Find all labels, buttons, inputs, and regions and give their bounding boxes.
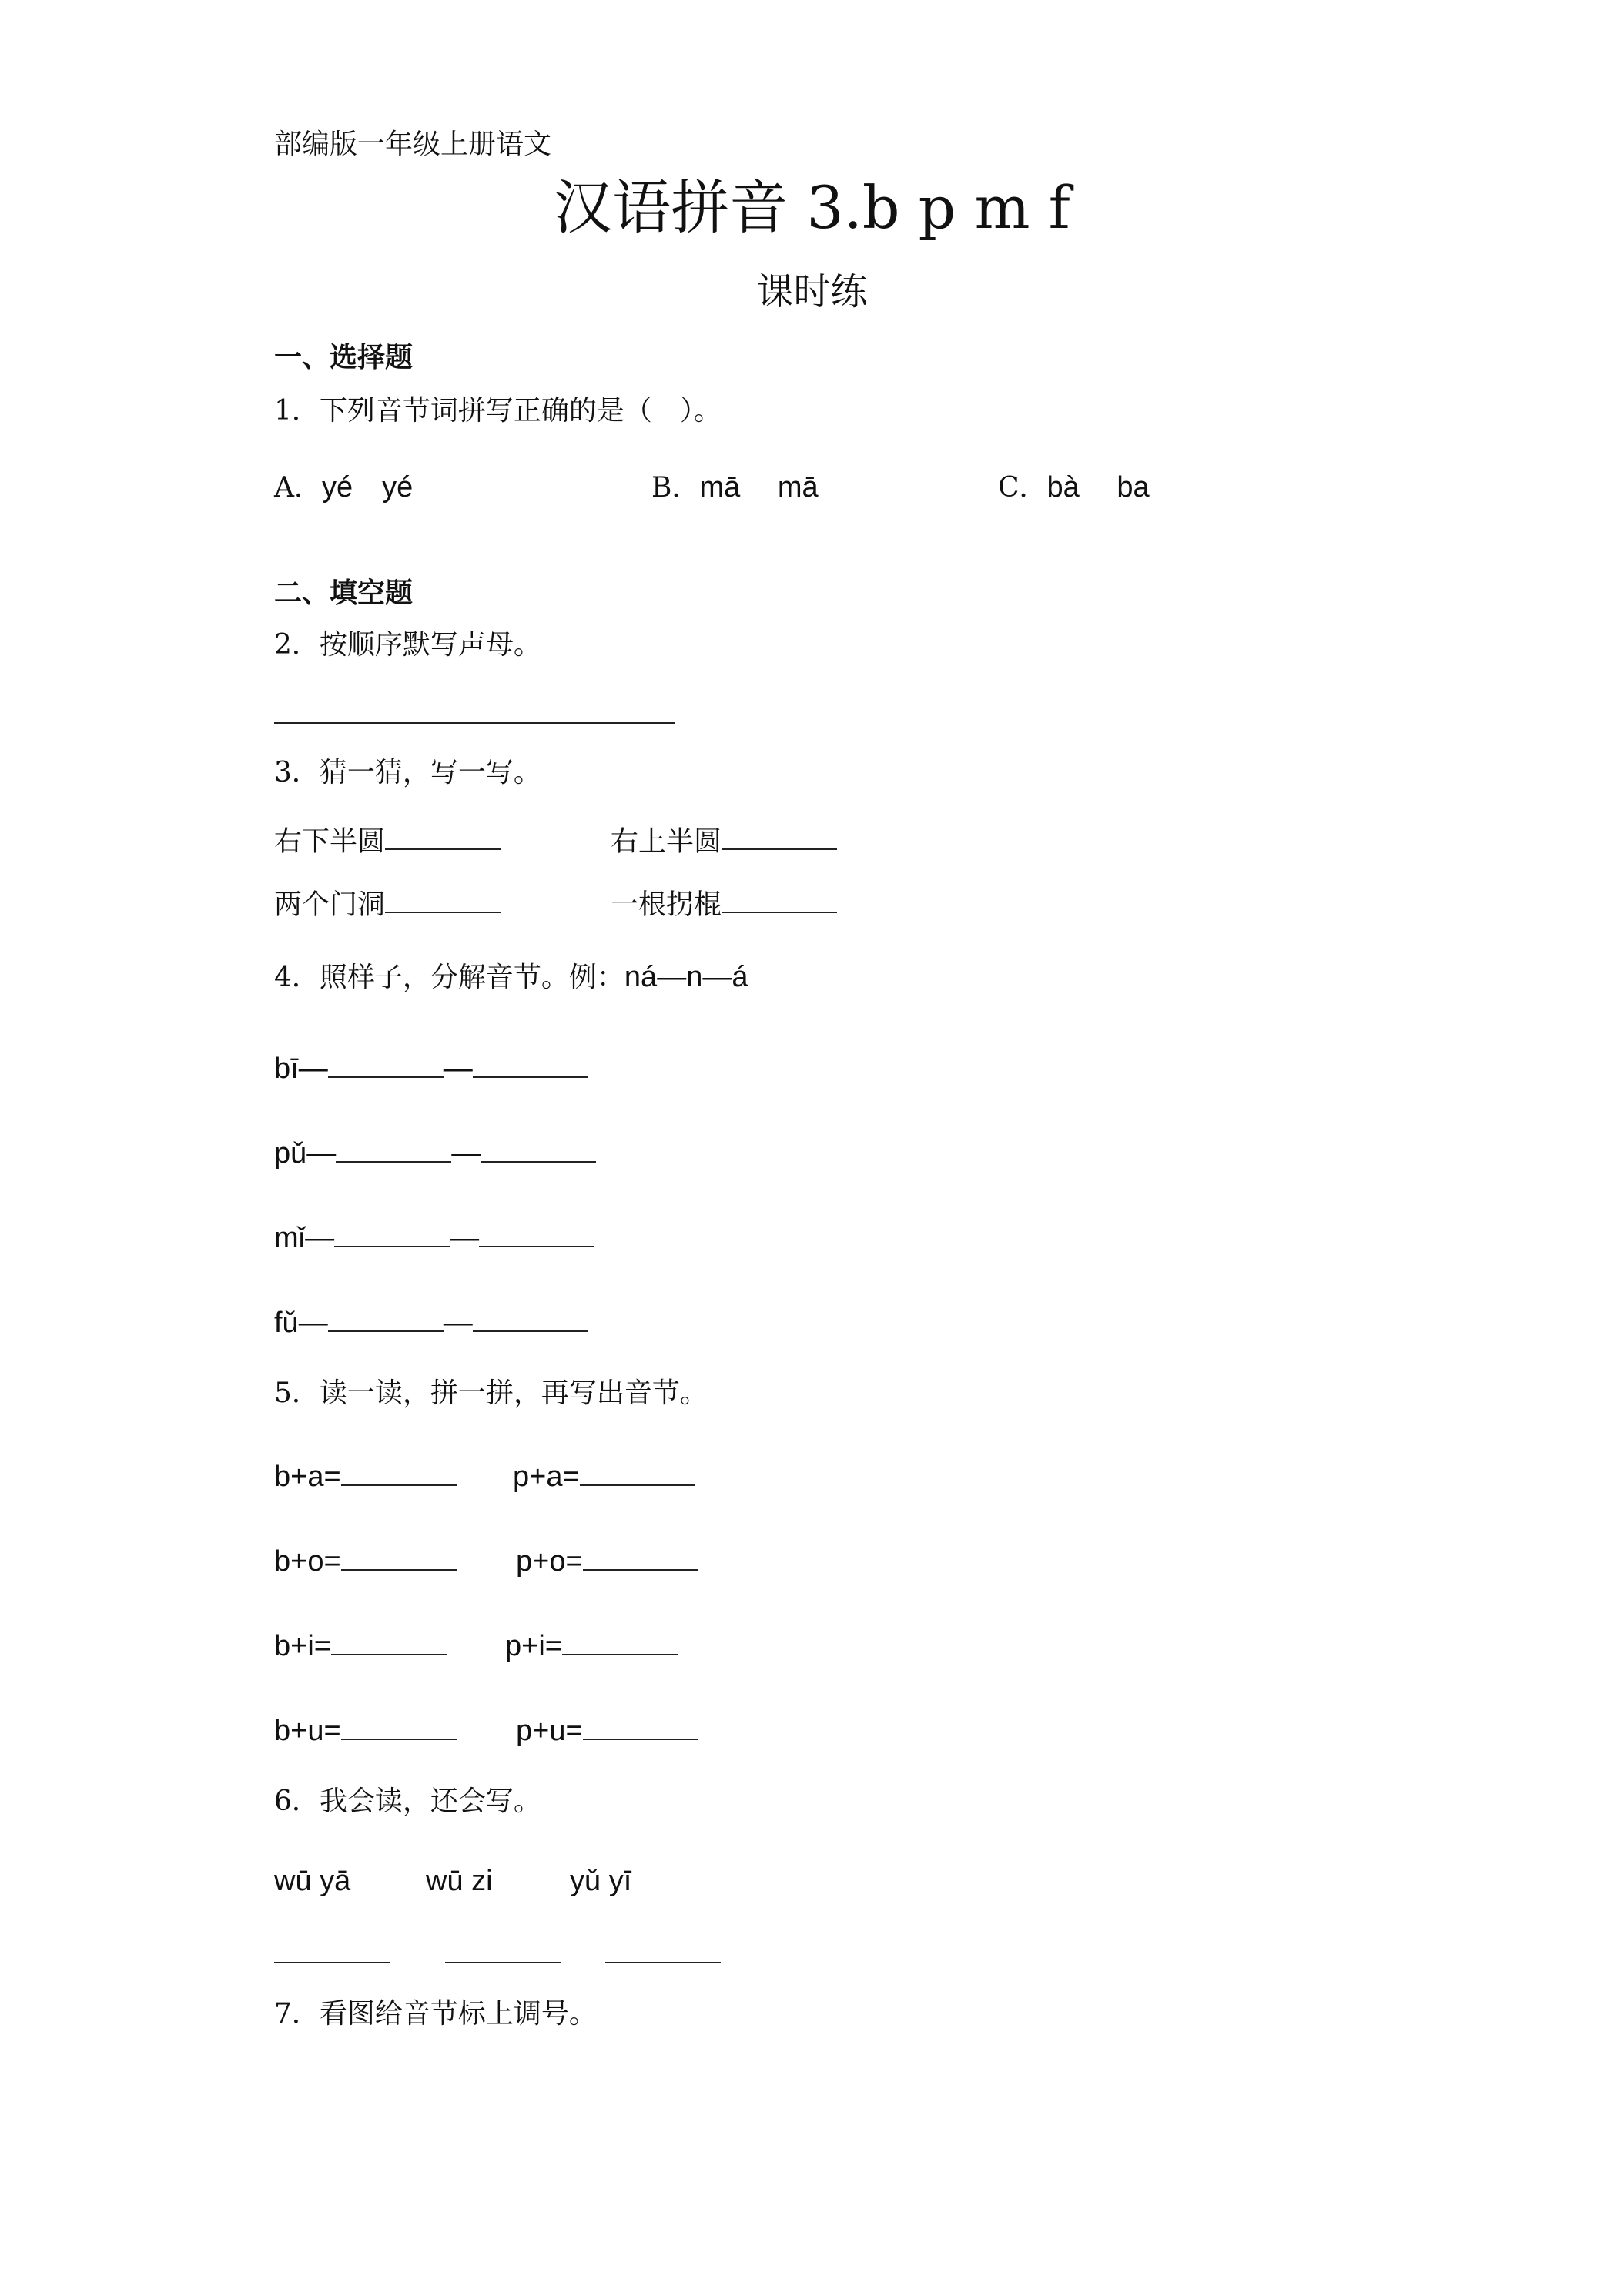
answer-blank[interactable] [722, 887, 837, 913]
option-label: A． [274, 472, 322, 504]
spell-formula: p+o= [516, 1545, 583, 1578]
pinyin-word: yǔ yī [570, 1865, 632, 1897]
riddle-label: 一根拐棍 [611, 889, 722, 921]
question-4 [274, 962, 748, 992]
decompose-row [274, 1220, 594, 1253]
spell-item [513, 1458, 695, 1494]
answer-blank[interactable] [473, 1304, 588, 1332]
spell-item [505, 1628, 678, 1661]
page-subtitle: 课时练 [756, 270, 868, 313]
answer-line[interactable] [445, 1962, 561, 1963]
question-3 [274, 759, 541, 787]
question-7 [274, 2000, 597, 2028]
pinyin-word: wū yā [274, 1865, 351, 1897]
question-text: 读一读，拼一拼，再写出音节。 [319, 1377, 708, 1409]
section-heading-choice: 一、选择题 [274, 341, 414, 373]
option-b[interactable] [651, 473, 819, 502]
riddle-label: 右上半圆 [611, 825, 722, 858]
question-5 [274, 1377, 708, 1409]
separator: — [443, 1307, 473, 1340]
answer-blank[interactable] [341, 1458, 457, 1486]
answer-blank[interactable] [583, 1543, 698, 1571]
decompose-row [274, 1135, 596, 1168]
spell-item [516, 1543, 698, 1576]
option-label: C． [998, 472, 1047, 504]
syllable: mǐ— [274, 1222, 335, 1255]
answer-blank[interactable] [481, 1135, 596, 1163]
answer-blank[interactable] [385, 824, 501, 850]
separator: — [451, 1137, 481, 1170]
answer-blank[interactable] [583, 1712, 698, 1740]
answer-line[interactable] [274, 722, 675, 724]
answer-blank[interactable] [336, 1135, 451, 1163]
answer-blank[interactable] [341, 1712, 457, 1740]
pinyin-word: wū zi [426, 1865, 493, 1897]
question-number: 7． [274, 1998, 320, 2030]
answer-blank[interactable] [473, 1050, 588, 1078]
spell-item [516, 1712, 698, 1748]
answer-blank[interactable] [328, 1050, 444, 1078]
question-1 [274, 397, 722, 425]
option-a[interactable] [274, 473, 413, 502]
decompose-row [274, 1304, 588, 1340]
spell-formula: b+u= [274, 1715, 341, 1748]
separator: — [443, 1053, 473, 1086]
question-text: 按顺序默写声母。 [319, 629, 541, 661]
page-title: 汉语拼音 3.b p m f [554, 173, 1070, 242]
riddle-label: 两个门洞 [274, 889, 386, 921]
answer-blank[interactable] [722, 824, 837, 850]
spell-formula: p+a= [513, 1461, 580, 1494]
answer-blank[interactable] [341, 1543, 457, 1571]
answer-blank[interactable] [385, 887, 501, 913]
spell-item [274, 1543, 457, 1576]
spell-item [274, 1628, 447, 1661]
option-pinyin: bà ba [1046, 471, 1150, 504]
spell-formula: p+u= [516, 1715, 583, 1748]
answer-line[interactable] [274, 1962, 390, 1963]
spell-formula: p+i= [505, 1630, 562, 1663]
riddle-label: 右下半圆 [274, 825, 386, 858]
option-pinyin: yé yé [322, 471, 414, 504]
question-text: 猜一猜，写一写。 [319, 757, 541, 788]
riddle-item [611, 887, 837, 919]
answer-blank[interactable] [328, 1304, 444, 1332]
spell-formula: b+i= [274, 1630, 331, 1663]
question-number: 3． [274, 757, 320, 788]
answer-blank[interactable] [562, 1628, 678, 1655]
riddle-item [274, 824, 501, 858]
riddle-item [611, 824, 837, 858]
question-text: 照样子，分解音节。例： [319, 962, 624, 993]
option-label: B． [651, 472, 700, 504]
question-number: 1． [274, 395, 320, 427]
question-number: 6． [274, 1786, 320, 1817]
question-text: 下列音节词拼写正确的是（ ）。 [319, 395, 722, 427]
spell-formula: b+a= [274, 1461, 341, 1494]
spell-item [274, 1712, 457, 1748]
question-text: 我会读，还会写。 [319, 1786, 541, 1817]
question-2 [274, 631, 541, 659]
question-number: 4． [274, 962, 320, 993]
question-text: 看图给音节标上调号。 [319, 1998, 597, 2030]
syllable: bī— [274, 1053, 328, 1086]
answer-blank[interactable] [331, 1628, 447, 1655]
option-pinyin: mā mā [699, 471, 819, 504]
section-heading-fill: 二、填空题 [274, 577, 414, 609]
answer-blank[interactable] [479, 1220, 594, 1247]
spell-item [274, 1458, 457, 1494]
syllable: fǔ— [274, 1307, 328, 1340]
question-6 [274, 1788, 541, 1816]
question-number: 2． [274, 629, 320, 661]
example-syllable: ná—n—á [624, 961, 748, 993]
answer-blank[interactable] [334, 1220, 450, 1247]
spell-formula: b+o= [274, 1545, 341, 1578]
series-label: 部编版一年级上册语文 [274, 129, 552, 160]
separator: — [450, 1222, 480, 1255]
answer-blank[interactable] [580, 1458, 695, 1486]
decompose-row [274, 1050, 588, 1086]
answer-line[interactable] [605, 1962, 721, 1963]
option-c[interactable] [998, 473, 1150, 502]
question-number: 5． [274, 1377, 320, 1409]
syllable: pǔ— [274, 1137, 337, 1170]
riddle-item [274, 887, 501, 919]
